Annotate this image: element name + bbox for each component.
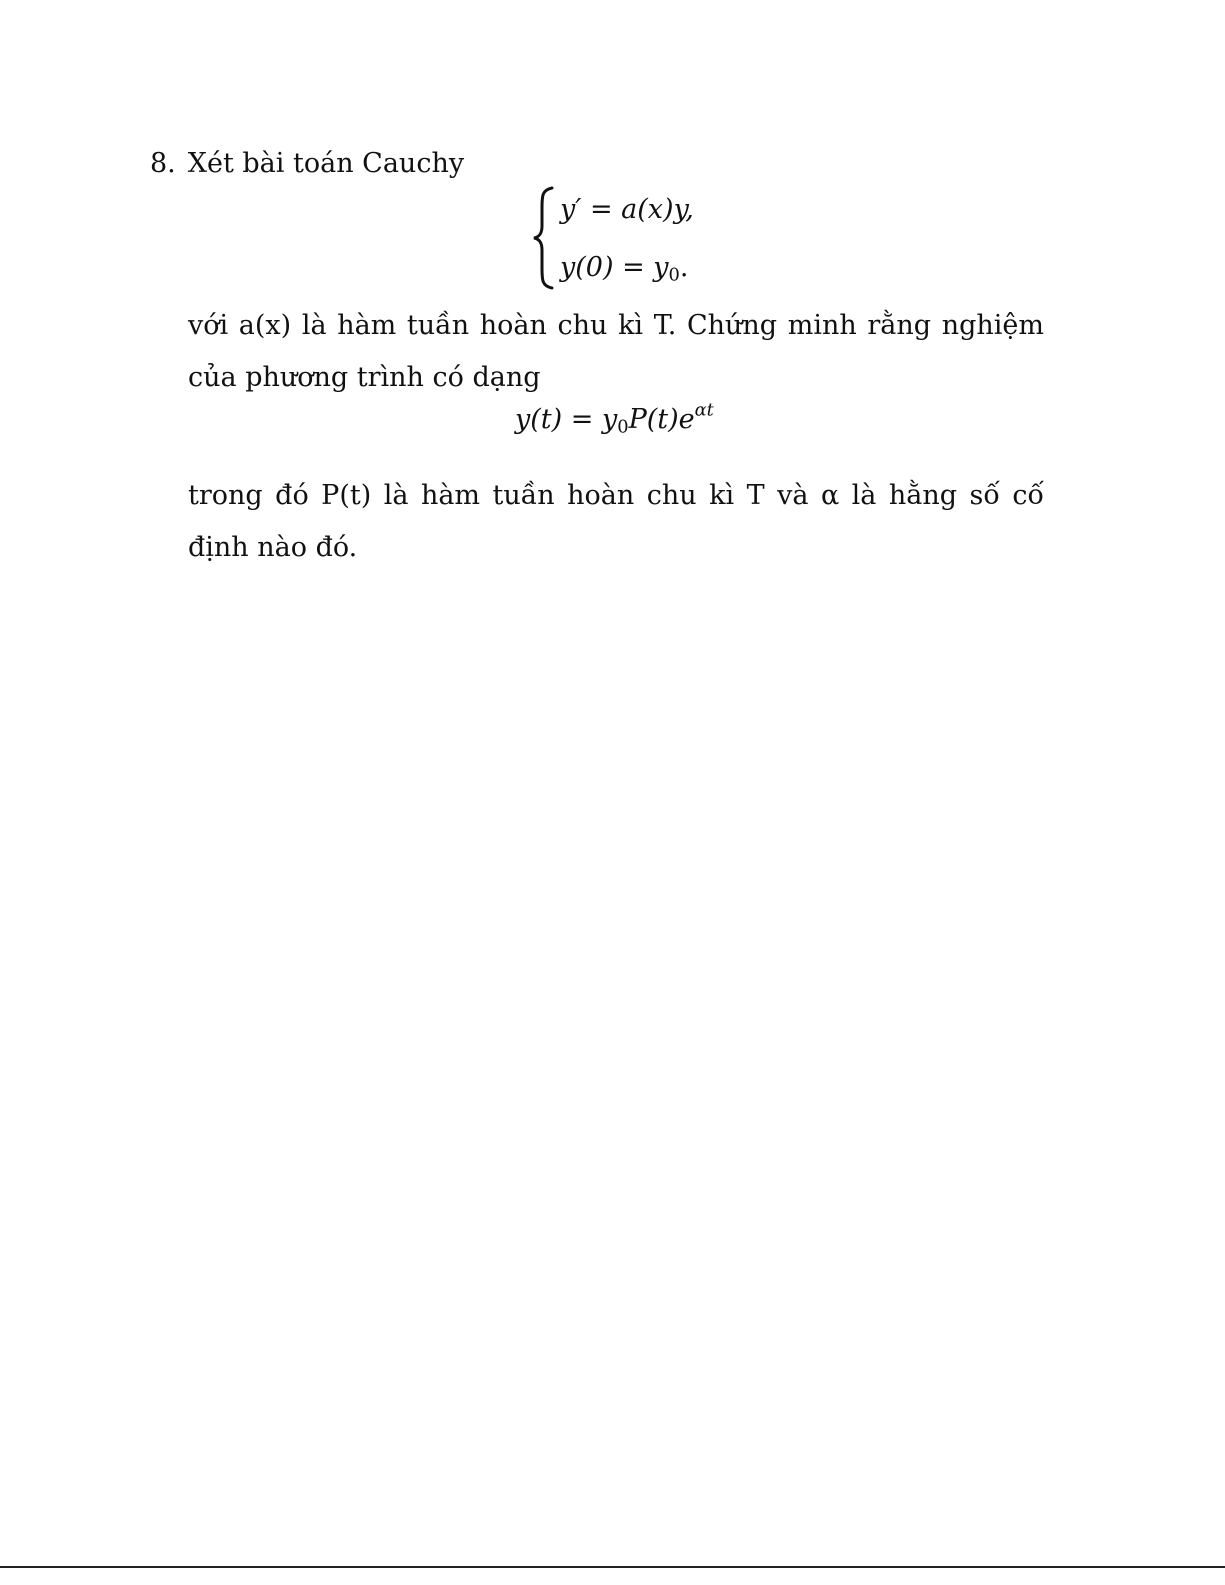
problem-number: 8. (150, 148, 176, 179)
solution-formula (515, 399, 714, 438)
problem-heading (150, 148, 464, 179)
page-bottom-rule (0, 1566, 1225, 1568)
system-equation-2-main: y(0) = y (560, 252, 669, 283)
formula-sub: 0 (617, 416, 629, 438)
cauchy-system (532, 186, 792, 290)
formula-lhs: y(t) = y (515, 404, 618, 435)
paragraph-2: trong đó P(t) là hàm tuần hoàn chu kì T và α là hằng số cố định nào đó. (188, 480, 1044, 563)
paragraph-1: với a(x) là hàm tuần hoàn chu kì T. Chứng minh rằng nghiệm của phương trình có dạng (188, 310, 1044, 393)
formula-sup: αt (694, 399, 714, 421)
system-equation-2-sub: 0 (668, 264, 680, 286)
system-equation-1: y′ = a(x)y, (560, 194, 694, 225)
problem-heading-text: Xét bài toán Cauchy (187, 148, 465, 179)
system-equation-2-end: . (679, 252, 689, 283)
formula-mid: P(t)e (628, 404, 695, 435)
system-equation-2 (560, 252, 689, 286)
left-brace-icon (532, 186, 556, 290)
